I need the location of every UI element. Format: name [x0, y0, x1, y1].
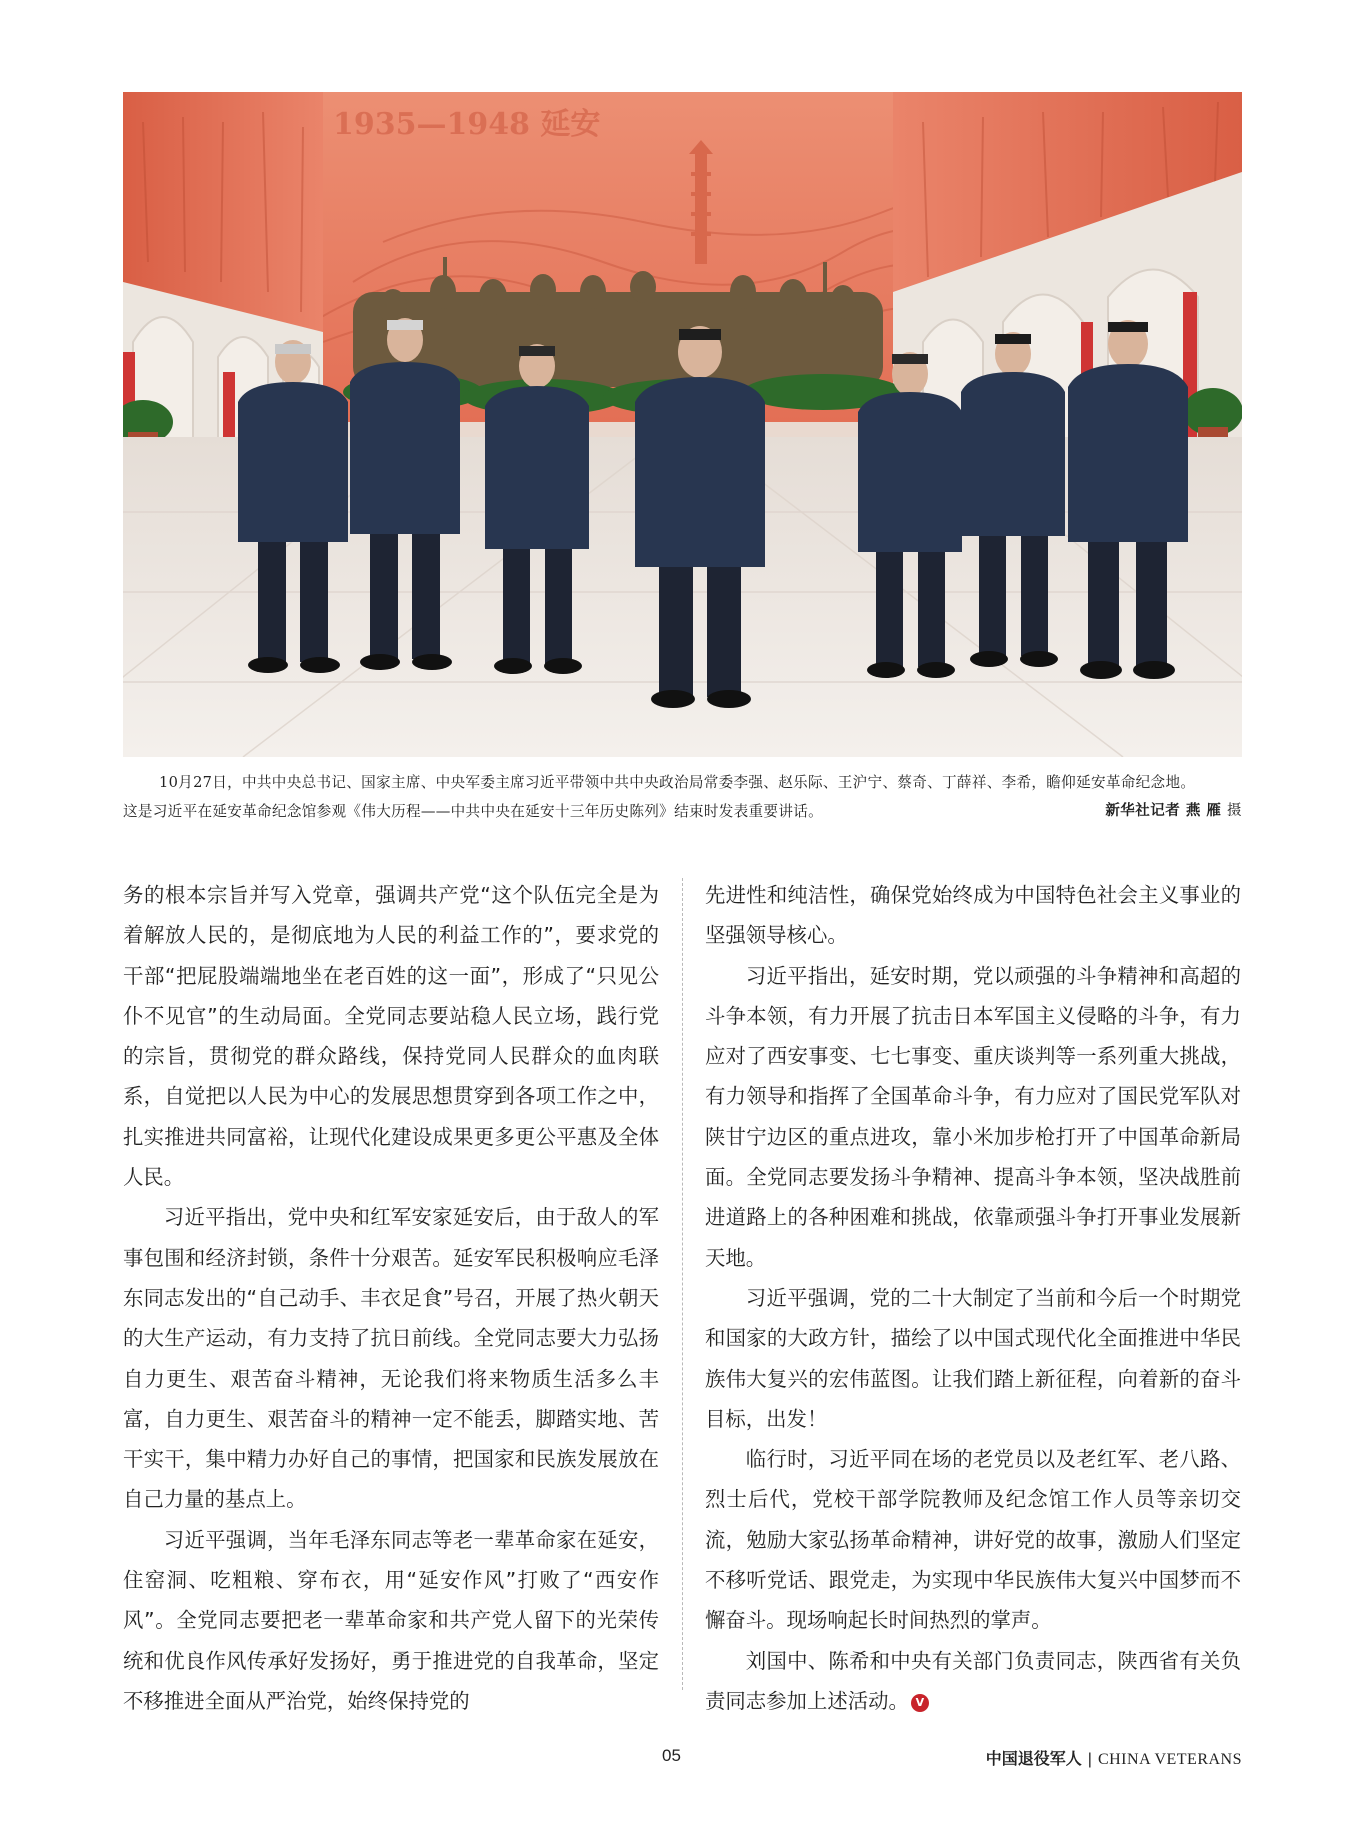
magazine-name-separator: |: [1087, 1751, 1092, 1768]
photo-caption: [123, 768, 1242, 826]
photo-credit-label: 新华社记者: [1105, 803, 1181, 819]
page-number: 05: [662, 1746, 681, 1765]
column-divider: [682, 878, 683, 1690]
paragraph: 先进性和纯洁性，确保党始终成为中国特色社会主义事业的坚强领导核心。: [705, 883, 1241, 948]
photo-credit: [1105, 797, 1242, 826]
magazine-name-en: CHINA VETERANS: [1097, 1751, 1242, 1768]
paragraph: 习近平指出，延安时期，党以顽强的斗争精神和高超的斗争本领，有力开展了抗击日本军国主义侵略的斗争，有力应对了西安事变、七七事变、重庆谈判等一系列重大挑战，有力领导和指挥了全国革命斗争，有力应对了国民党军队对陕甘宁边区的重点进攻，靠小米加步枪打开了中国革命新局面。全党同志要发扬斗争精神、提高斗争本领，坚决战胜前进道路上的各种困难和挑战，依靠顽强斗争打开事业发展新天地。: [705, 963, 1241, 1270]
caption-line-1: 10月27日，中共中央总书记、国家主席、中央军委主席习近平带领中共中央政治局常委李强、赵乐际、王沪宁、蔡奇、丁薛祥、李希，瞻仰延安革命纪念地。: [159, 774, 1196, 791]
news-photo: [123, 92, 1242, 757]
magazine-name-cn: 中国退役军人: [985, 1749, 1082, 1768]
end-mark-icon: V: [911, 1694, 929, 1712]
article-left-column: [123, 875, 659, 1721]
photo-credit-name: 燕 雁: [1185, 803, 1222, 819]
paragraph: 习近平强调，当年毛泽东同志等老一辈革命家在延安，住窑洞、吃粗粮、穿布衣，用“延安作风”打败了“西安作风”。全党同志要把老一辈革命家和共产党人留下的光荣传统和优良作风传承好发扬好，勇于推进党的自我革命，坚定不移推进全面从严治党，始终保持党的: [123, 1527, 659, 1713]
article-right-column: [705, 875, 1241, 1721]
wall-inscription: 1935—1948 延安: [333, 107, 601, 142]
paragraph-final-text: 刘国中、陈希和中央有关部门负责同志，陕西省有关负责同志参加上述活动。: [705, 1648, 1241, 1713]
magazine-name: [986, 1746, 1242, 1769]
photo-credit-verb: 摄: [1227, 803, 1242, 819]
caption-line-2-text: 这是习近平在延安革命纪念馆参观《伟大历程——中共中央在延安十三年历史陈列》结束时发表重要讲话。: [123, 803, 824, 820]
paragraph-final: [705, 1641, 1241, 1722]
paragraph: 习近平强调，党的二十大制定了当前和今后一个时期党和国家的大政方针，描绘了以中国式现代化全面推进中华民族伟大复兴的宏伟蓝图。让我们踏上新征程，向着新的奋斗目标，出发！: [705, 1285, 1241, 1431]
caption-line-2: [123, 797, 1242, 826]
paragraph: 临行时，习近平同在场的老党员以及老红军、老八路、烈士后代，党校干部学院教师及纪念馆工作人员等亲切交流，勉励大家弘扬革命精神，讲好党的故事，激励人们坚定不移听党话、跟党走，为实现中华民族伟大复兴中国梦而不懈奋斗。现场响起长时间热烈的掌声。: [705, 1447, 1241, 1633]
paragraph: 习近平指出，党中央和红军安家延安后，由于敌人的军事包围和经济封锁，条件十分艰苦。延安军民积极响应毛泽东同志发出的“自己动手、丰衣足食”号召，开展了热火朝天的大生产运动，有力支持了抗日前线。全党同志要大力弘扬自力更生、艰苦奋斗精神，无论我们将来物质生活多么丰富，自力更生、艰苦奋斗的精神一定不能丢，脚踏实地、苦干实干，集中精力办好自己的事情，把国家和民族发展放在自己力量的基点上。: [123, 1205, 659, 1512]
paragraph: 务的根本宗旨并写入党章，强调共产党“这个队伍完全是为着解放人民的，是彻底地为人民的利益工作的”，要求党的干部“把屁股端端地坐在老百姓的这一面”，形成了“只见公仆不见官”的生动局面。全党同志要站稳人民立场，践行党的宗旨，贯彻党的群众路线，保持党同人民群众的血肉联系，自觉把以人民为中心的发展思想贯穿到各项工作之中，扎实推进共同富裕，让现代化建设成果更多更公平惠及全体人民。: [123, 883, 659, 1190]
